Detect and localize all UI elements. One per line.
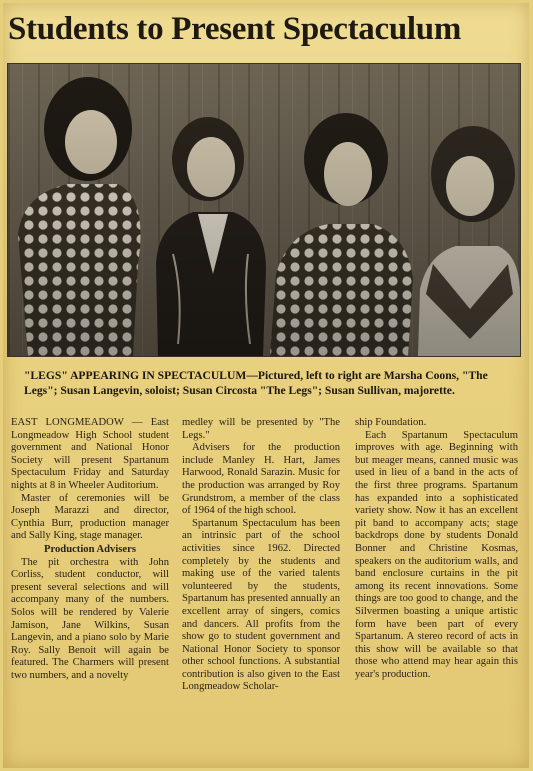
photo-image xyxy=(8,64,520,356)
article-paragraph: EAST LONGMEADOW — East Longmeadow High School student government and National Honor Society will present Spartanum Spectaculum Friday and Saturday nights at 8 in Wheeler Auditorium. xyxy=(11,417,169,491)
headline: Students to Present Spectaculum xyxy=(8,11,462,47)
group-photo xyxy=(7,63,521,357)
article-paragraph: Each Spartanum Spectaculum improves with age. Beginning with but meager means, canned music was used in lieu of a band in the acts of the first three programs. Spartanum has expanded into a sophisticated variety show. Now it has an excellent pit band to accompany acts; stage backdrops done by students Donald Bonner and Christine Kosmas, speakers on the auditorium walls, and band enclosure curtains in the pit among its recent innovations. Some things are too good to change, and the Silvermen boasting a unique artistic form have been part of every Spartanum. A stereo record of acts in this show will be available so that those who attend may hear again this year's production. xyxy=(355,429,518,680)
article-paragraph: Advisers for the production include Manley H. Hart, James Harwood, Ronald Sarazin. Music for the production was arranged by Roy Grundstrom, a member of the class of 1964 of the high school. xyxy=(182,442,340,517)
article-column-1 xyxy=(11,417,169,682)
article-paragraph: ship Foundation. xyxy=(355,417,427,428)
article-paragraph: The pit orchestra with John Corliss, student conductor, will present several selections and will accompany many of the numbers. Solos will be rendered by Valerie Jamison, Jane Wilkins, Susan Langevin, and a piano solo by Marie Roy. Sally Benoit will again be featured. The Charmers will present two numbers, and a novelty xyxy=(11,556,169,681)
article-paragraph: Master of ceremonies will be Joseph Marazzi and director, Cynthia Burr, production manager and Sally King, stage manager. xyxy=(11,492,169,542)
article-column-3 xyxy=(355,417,518,681)
photo-caption: "LEGS" APPEARING IN SPECTACULUM—Pictured, left to right are Marsha Coons, "The Legs"; Susan Langevin, soloist; Susan Circosta "The Legs"; Susan Sullivan, majorette. xyxy=(24,369,488,397)
article-paragraph: Spartanum Spectaculum has been an intrinsic part of the school activities since 1962. Directed completely by the students and making use of the varied talents volunteered by the students, Spartanum has presented annually an excellent array of singers, comics and dancers. All profits from the show go to student government and National Honor Society to sponsor other school functions. A substantial contribution is also given to the East Longmeadow Scholar- xyxy=(182,517,340,693)
article-column-2 xyxy=(182,417,340,694)
article-paragraph: medley will be presented by "The Legs." xyxy=(182,417,340,441)
article-subhead: Production Advisers xyxy=(44,543,136,555)
